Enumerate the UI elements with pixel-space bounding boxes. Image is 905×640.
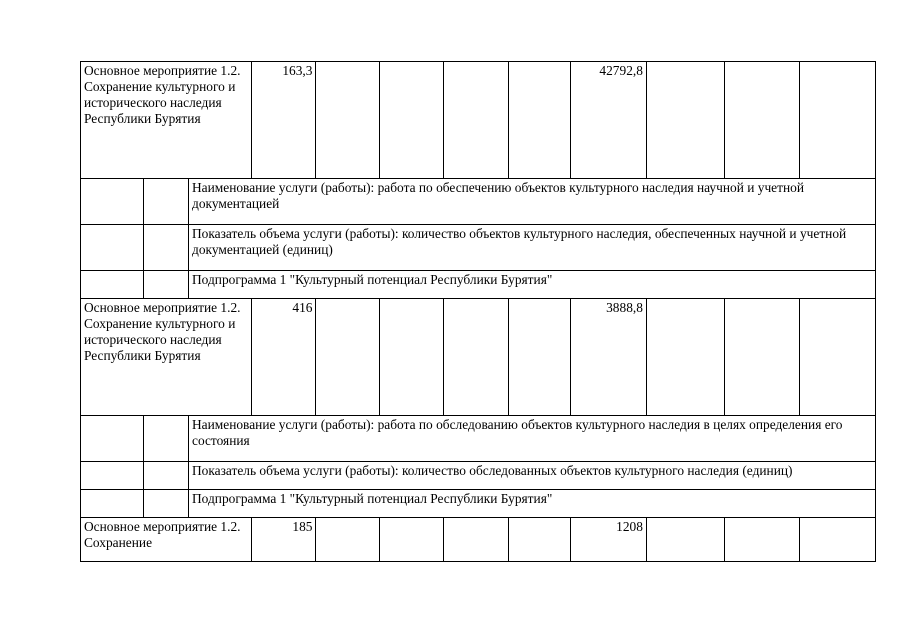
table-row	[81, 462, 876, 490]
volume-indicator-cell: Показатель объема услуги (работы): количество объектов культурного наследия, обеспеченных научной и учетной документацией (единиц)	[189, 225, 876, 271]
value-cell: 1208	[571, 518, 647, 562]
empty-cell	[81, 416, 144, 462]
table-row	[81, 271, 876, 299]
activity-name-cell: Основное мероприятие 1.2. Сохранение культурного и исторического наследия Республики Бурятия	[81, 62, 252, 179]
empty-cell	[81, 225, 144, 271]
table-row	[81, 299, 876, 416]
empty-cell	[81, 179, 144, 225]
service-name-cell: Наименование услуги (работы): работа по обеспечению объектов культурного наследия научной и учетной документацией	[189, 179, 876, 225]
empty-cell	[800, 518, 876, 562]
empty-cell	[443, 62, 508, 179]
empty-cell	[143, 179, 188, 225]
service-name-cell: Наименование услуги (работы): работа по обследованию объектов культурного наследия в целях определения его состояния	[189, 416, 876, 462]
empty-cell	[316, 299, 380, 416]
empty-cell	[316, 62, 380, 179]
table-row	[81, 179, 876, 225]
value-cell: 185	[251, 518, 316, 562]
subprogram-cell: Подпрограмма 1 "Культурный потенциал Республики Бурятия"	[189, 490, 876, 518]
empty-cell	[380, 62, 444, 179]
empty-cell	[143, 271, 188, 299]
subprogram-cell: Подпрограмма 1 "Культурный потенциал Республики Бурятия"	[189, 271, 876, 299]
empty-cell	[443, 518, 508, 562]
table-row	[81, 518, 876, 562]
empty-cell	[724, 518, 800, 562]
volume-indicator-cell: Показатель объема услуги (работы): количество обследованных объектов культурного наследия (единиц)	[189, 462, 876, 490]
empty-cell	[380, 518, 444, 562]
empty-cell	[724, 62, 800, 179]
table-row	[81, 225, 876, 271]
table-row	[81, 490, 876, 518]
table-row	[81, 62, 876, 179]
empty-cell	[800, 299, 876, 416]
empty-cell	[508, 62, 571, 179]
empty-cell	[800, 62, 876, 179]
empty-cell	[646, 299, 724, 416]
empty-cell	[81, 490, 144, 518]
empty-cell	[646, 62, 724, 179]
value-cell: 42792,8	[571, 62, 647, 179]
program-table	[80, 61, 876, 562]
empty-cell	[508, 518, 571, 562]
empty-cell	[143, 225, 188, 271]
empty-cell	[143, 416, 188, 462]
value-cell: 3888,8	[571, 299, 647, 416]
activity-name-cell: Основное мероприятие 1.2. Сохранение культурного и исторического наследия Республики Бурятия	[81, 299, 252, 416]
empty-cell	[81, 271, 144, 299]
empty-cell	[380, 299, 444, 416]
empty-cell	[724, 299, 800, 416]
empty-cell	[143, 490, 188, 518]
value-cell: 163,3	[251, 62, 316, 179]
empty-cell	[646, 518, 724, 562]
table-row	[81, 416, 876, 462]
empty-cell	[508, 299, 571, 416]
value-cell: 416	[251, 299, 316, 416]
activity-name-cell: Основное мероприятие 1.2. Сохранение	[81, 518, 252, 562]
empty-cell	[443, 299, 508, 416]
empty-cell	[316, 518, 380, 562]
empty-cell	[143, 462, 188, 490]
empty-cell	[81, 462, 144, 490]
